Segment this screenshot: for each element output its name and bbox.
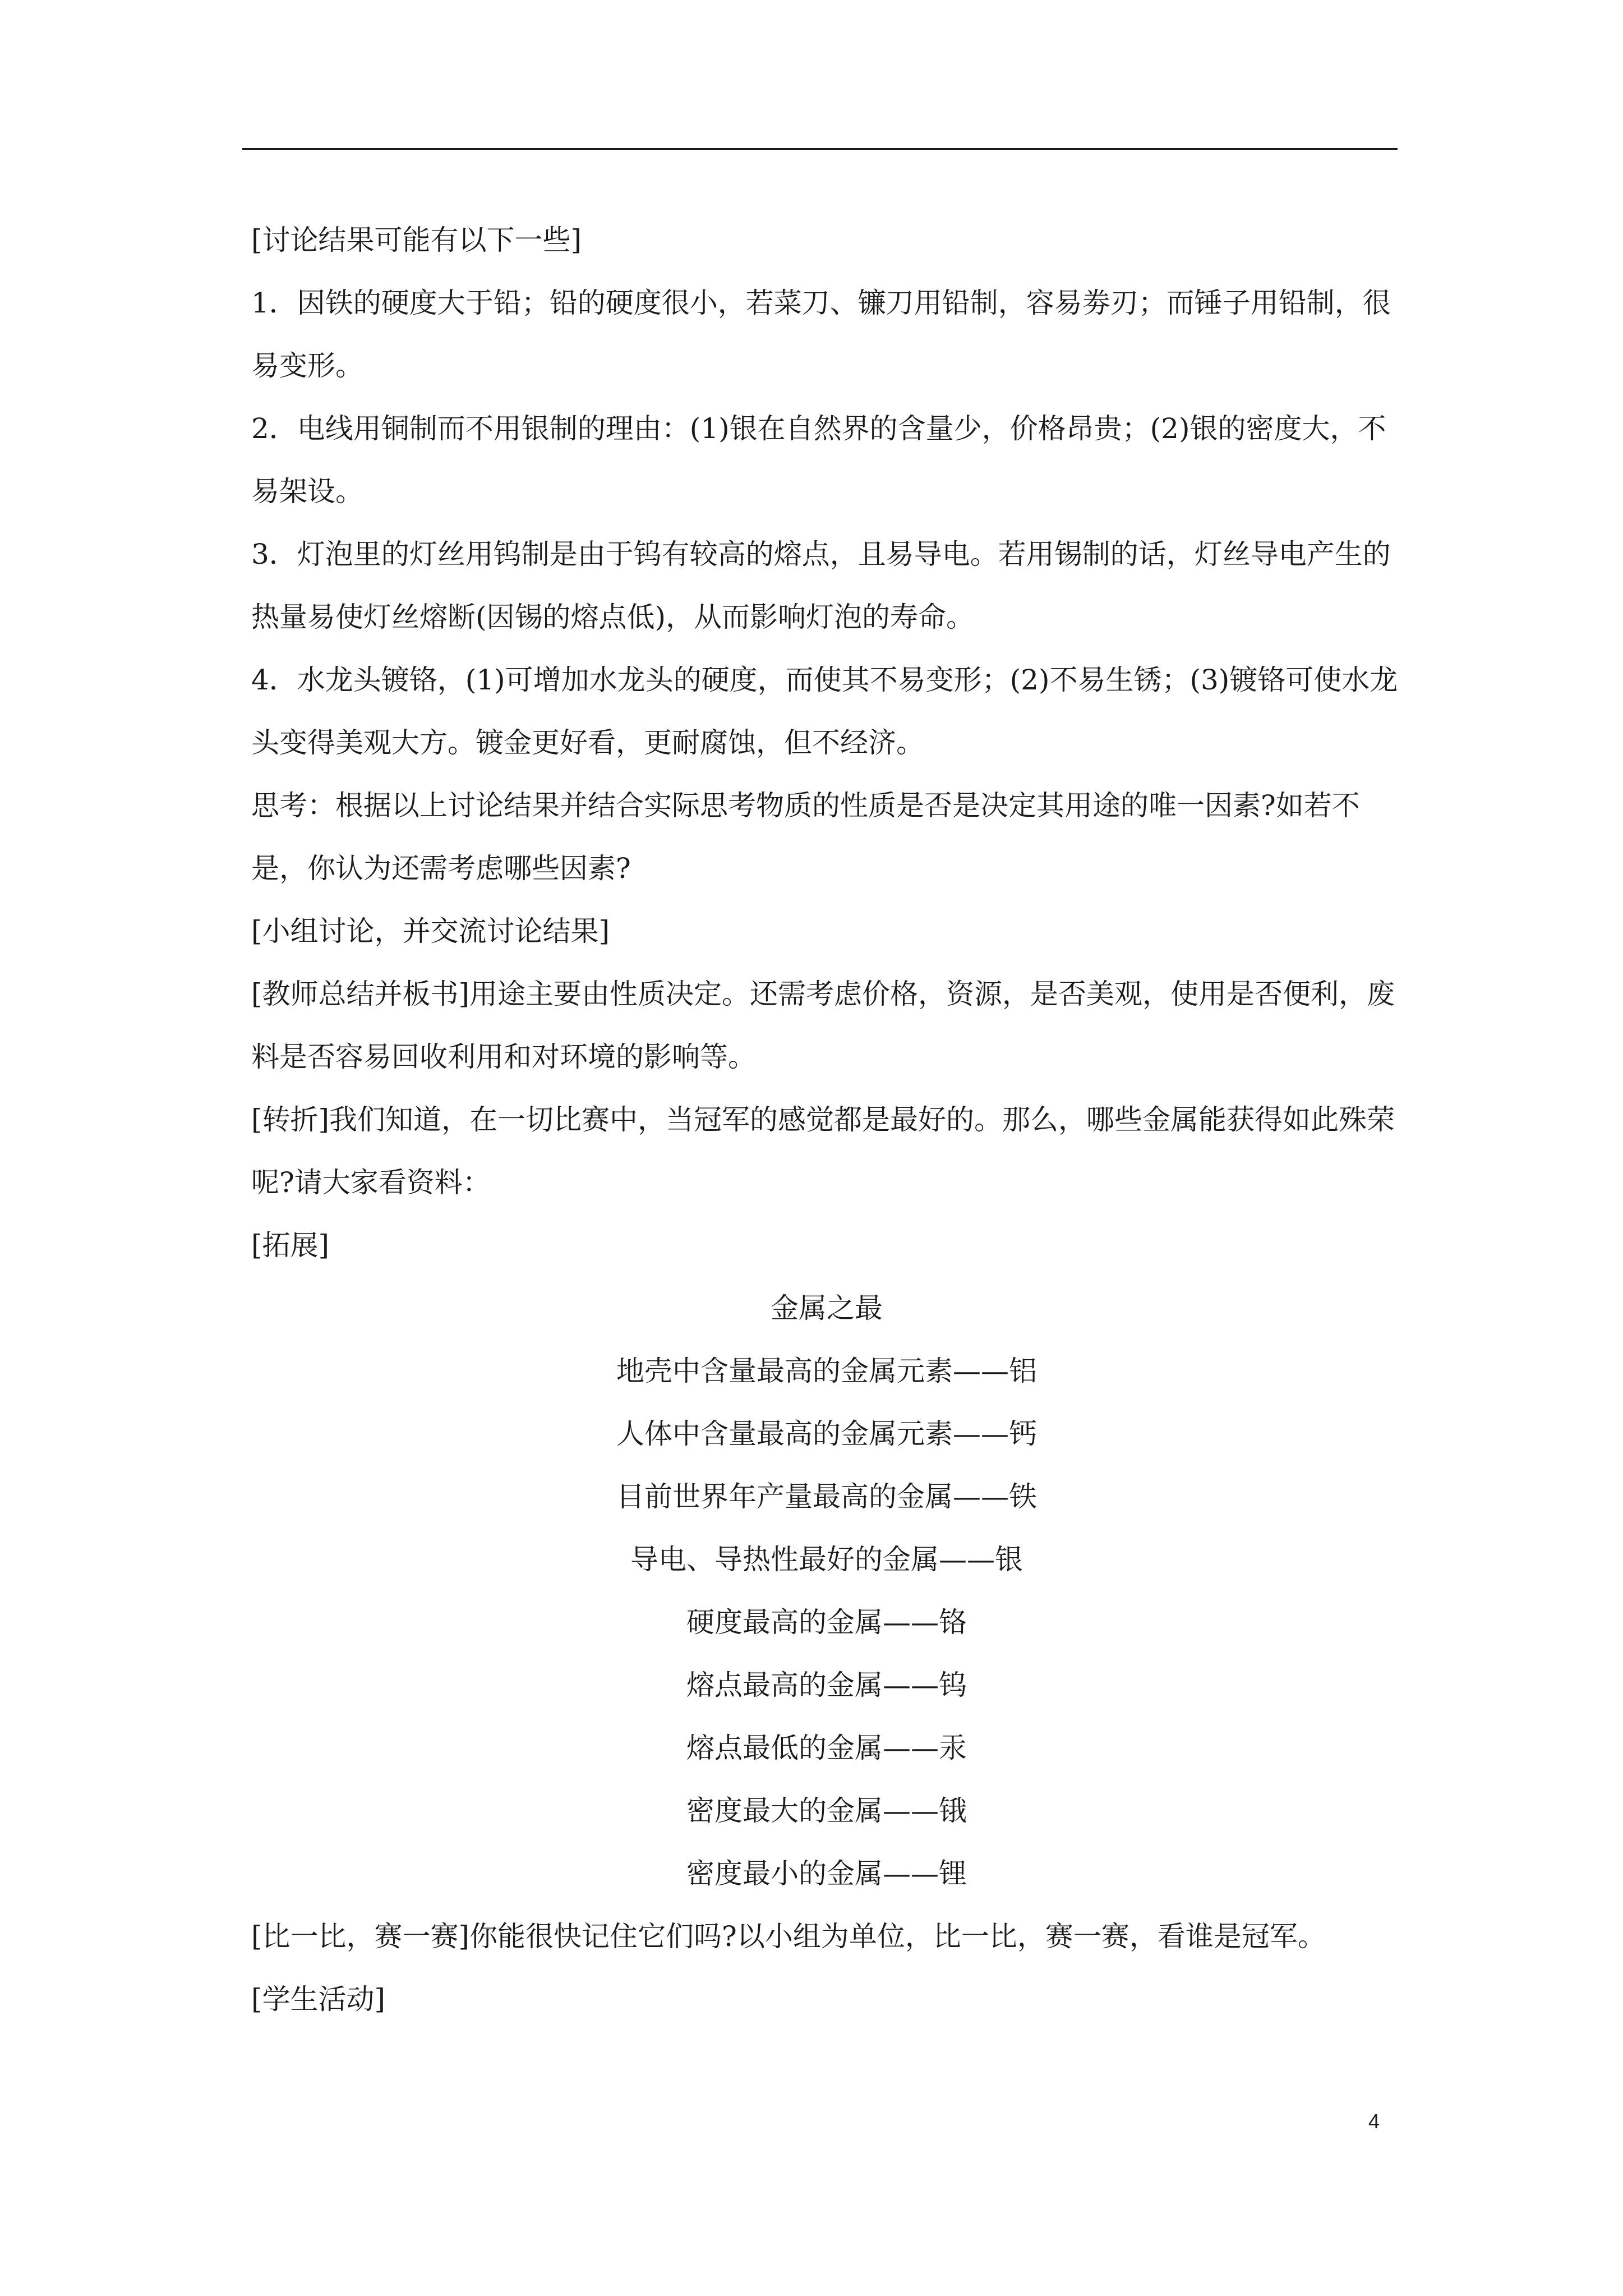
metal-superlatives-block xyxy=(251,1277,1402,1905)
transition-paragraph: [转折]我们知道，在一切比赛中，当冠军的感觉都是最好的。那么，哪些金属能获得如此殊荣呢?请大家看资料： xyxy=(251,1103,1395,1199)
superlative-item: 熔点最高的金属——钨 xyxy=(686,1669,967,1701)
superlative-item: 目前世界年产量最高的金属——铁 xyxy=(616,1480,1037,1513)
header-rule xyxy=(242,148,1398,150)
student-activity-label: [学生活动] xyxy=(251,1983,386,2016)
result-item-2: 2．电线用铜制而不用银制的理由：(1)银在自然界的含量少，价格昂贵；(2)银的密度大，不易架设。 xyxy=(251,412,1386,508)
result-item-3: 3．灯泡里的灯丝用钨制是由于钨有较高的熔点，且易导电。若用锡制的话，灯丝导电产生的热量易使灯丝熔断(因锡的熔点低)，从而影响灯泡的寿命。 xyxy=(251,538,1391,633)
teacher-summary: [教师总结并板书]用途主要由性质决定。还需考虑价格，资源，是否美观，使用是否便利，废料是否容易回收利用和对环境的影响等。 xyxy=(251,978,1395,1073)
think-question: 思考：根据以上讨论结果并结合实际思考物质的性质是否是决定其用途的唯一因素?如若不是，你认为还需考虑哪些因素? xyxy=(251,789,1360,885)
discussion-results-list xyxy=(251,272,1402,774)
competition-paragraph: [比一比，赛一赛]你能很快记住它们吗?以小组为单位，比一比，赛一赛，看谁是冠军。 xyxy=(251,1920,1326,1953)
superlatives-title: 金属之最 xyxy=(771,1292,883,1324)
result-item-4: 4．水龙头镀铬，(1)可增加水龙头的硬度，而使其不易变形；(2)不易生锈；(3)镀铬可使水龙头变得美观大方。镀金更好看，更耐腐蚀，但不经济。 xyxy=(251,664,1398,759)
extension-label: [拓展] xyxy=(251,1229,330,1262)
result-item-1: 1．因铁的硬度大于铅；铅的硬度很小，若菜刀、镰刀用铅制，容易劵刃；而锤子用铅制，很易变形。 xyxy=(251,287,1391,382)
document-body xyxy=(251,209,1402,2031)
superlative-item: 熔点最低的金属——汞 xyxy=(686,1732,967,1764)
superlative-item: 密度最小的金属——锂 xyxy=(686,1857,967,1890)
superlative-item: 地壳中含量最高的金属元素——铝 xyxy=(616,1355,1037,1387)
group-discussion: [小组讨论，并交流讨论结果] xyxy=(251,915,610,947)
discussion-heading: [讨论结果可能有以下一些] xyxy=(251,224,582,256)
superlative-item: 人体中含量最高的金属元素——钙 xyxy=(616,1418,1037,1450)
superlative-item: 硬度最高的金属——铬 xyxy=(686,1606,967,1639)
superlative-item: 密度最大的金属——锇 xyxy=(686,1795,967,1827)
page-number: 4 xyxy=(1368,2110,1380,2133)
superlative-item: 导电、导热性最好的金属——银 xyxy=(630,1543,1023,1576)
